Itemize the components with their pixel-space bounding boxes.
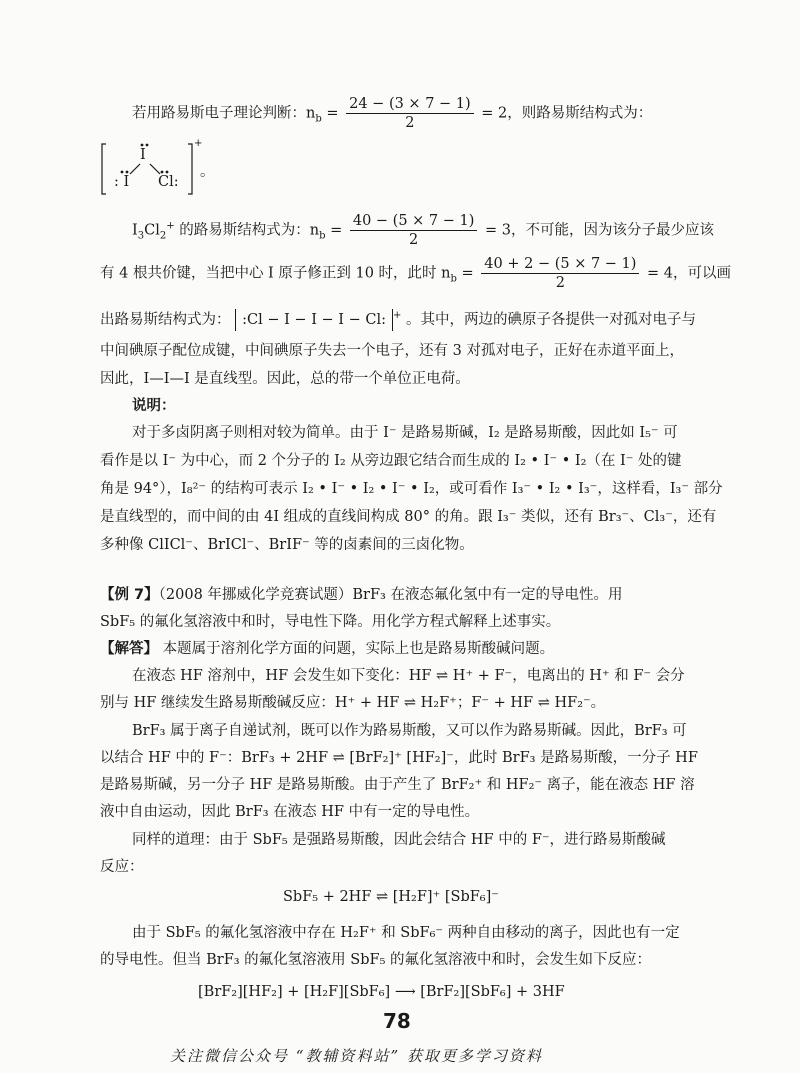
paragraph-line: 是直线型的，而中间的由 4I 组成的直线间构成 80° 的角。跟 I₃⁻ 类似，还有 Br₃⁻、Cl₃⁻，还有 <box>100 509 717 525</box>
subscript: 2 <box>159 230 167 242</box>
correction-line: 有 4 根共价键，当把中心 I 原子修正到 10 时，此时 $n_b$ = $\frac{40 + 2 - (5 \times 7 - 1)}{2}$ = 4，可以画 <box>100 256 732 291</box>
paragraph-line: 在液态 HF 溶剂中，HF 会发生如下变化：HF ⇌ H⁺ + F⁻，电离出的 H⁺ 和 F⁻ 会分 <box>132 668 685 684</box>
i3cl2-line: $I_3Cl_2^+$ 的路易斯结构式为：$n_b$ = $\frac{40 - (5 \times 7 - 1)}{2}$ = 3，不可能，因为该分子最少应该 <box>132 213 714 248</box>
subscript: 3 <box>137 230 145 242</box>
text: = 3，不可能，因为该分子最少应该 <box>485 222 714 239</box>
paragraph-line: 由于 SbF₅ 的氟化氢溶液中存在 H₂F⁺ 和 SbF₆⁻ 两种自由移动的离子，因此也有一定 <box>132 925 680 941</box>
equation-neutralization: [BrF₂][HF₂] + [H₂F][SbF₆] ⟶ [BrF₂][SbF₆] + 3HF <box>198 984 565 1000</box>
answer-heading <box>100 636 554 662</box>
lewis-structure-i3cl2 <box>235 309 393 331</box>
frac-denominator: 2 <box>555 275 565 291</box>
paragraph-line: 是路易斯碱，另一分子 HF 是路易斯酸。由于产生了 BrF₂⁺ 和 HF₂⁻ 离子，能在液态 HF 溶 <box>100 777 695 793</box>
example-label: 【例 7】 <box>100 587 159 603</box>
paragraph-line: 对于多卤阴离子则相对较为简单。由于 I⁻ 是路易斯碱，I₂ 是路易斯酸，因此如 I₅⁻ 可 <box>132 425 678 441</box>
subscript: b <box>319 230 326 242</box>
lewis-theory-line <box>132 96 652 131</box>
example-heading <box>100 582 622 608</box>
structure-line <box>100 303 696 329</box>
text: 本题属于溶剂化学方面的问题，实际上也是路易斯酸碱问题。 <box>158 641 555 657</box>
paragraph-line: 别与 HF 继续发生路易斯酸碱反应：H⁺ + HF ⇌ H₂F⁺；F⁻ + HF ⇌ HF₂⁻。 <box>100 695 606 711</box>
charge: + <box>194 138 203 149</box>
charge: + <box>393 310 402 321</box>
text: 有 4 根共价键，当把中心 I 原子修正到 10 时，此时 n <box>100 265 451 282</box>
subscript: b <box>315 113 322 125</box>
paragraph-line: 看作是以 I⁻ 为中心，而 2 个分子的 I₂ 从旁边跟它结合而生成的 I₂ • I⁻ • I₂（在 I⁻ 处的键 <box>100 453 682 469</box>
paragraph-line: 同样的道理：由于 SbF₅ 是强路易斯酸，因此会结合 HF 中的 F⁻，进行路易斯酸碱 <box>132 832 666 848</box>
text: 的路易斯结构式为：n <box>174 222 320 239</box>
text: 若用路易斯电子理论判断：n <box>132 105 316 122</box>
text: = 4，可以画 <box>647 265 732 282</box>
text: = <box>321 105 344 122</box>
fraction <box>481 256 639 291</box>
fraction <box>346 96 474 131</box>
text: 出路易斯结构式为： <box>100 311 231 328</box>
paragraph-line: 反应： <box>100 859 144 875</box>
footer-watermark: 关注微信公众号 “教辅资料站” 获取更多学习资料 <box>170 1047 543 1065</box>
period: 。 <box>200 164 215 180</box>
text: Cl <box>144 222 160 239</box>
atom-cl-right: Cl: <box>158 174 179 190</box>
paragraph-line: 角是 94°），I₈²⁻ 的结构可表示 I₂ • I⁻ • I₂ • I⁻ • I₂，或可看作 I₃⁻ • I₂ • I₃⁻，这样看，I₃⁻ 部分 <box>100 481 723 497</box>
paragraph-line: 液中自由运动，因此 BrF₃ 在液态 HF 中有一定的导电性。 <box>100 804 480 820</box>
frac-denominator: 2 <box>405 115 415 131</box>
text: = 2，则路易斯结构式为： <box>481 105 653 122</box>
fraction <box>350 213 478 248</box>
frac-denominator: 2 <box>409 232 419 248</box>
lewis-structure-icl2 <box>100 138 215 198</box>
text: （2008 年挪威化学竞赛试题）BrF₃ 在液态氟化氢中有一定的导电性。用 <box>158 587 623 603</box>
paragraph-line: 因此，I—I—I 是直线型。因此，总的带一个单位正电荷。 <box>100 371 470 387</box>
superscript: + <box>166 220 175 232</box>
subscript: b <box>450 273 457 285</box>
atom-i-left: : I <box>114 174 130 190</box>
note-heading: 说明： <box>132 398 176 414</box>
frac-numerator: 40 − (5 × 7 − 1) <box>350 213 478 231</box>
paragraph-line: 中间碘原子配位成键，中间碘原子失去一个电子，还有 3 对孤对电子，正好在赤道平面上， <box>100 343 684 359</box>
text: 。其中，两边的碘原子各提供一对孤对电子与 <box>406 311 696 328</box>
paragraph-line: SbF₅ 的氟化氢溶液中和时，导电性下降。用化学方程式解释上述事实。 <box>100 614 561 630</box>
structure-text: :Cl − I − I − I − Cl: <box>242 311 386 328</box>
frac-numerator: 24 − (3 × 7 − 1) <box>346 96 474 114</box>
atom-i-top: I <box>140 147 146 163</box>
paragraph-line: 的导电性。但当 BrF₃ 的氟化氢溶液用 SbF₅ 的氟化氢溶液中和时，会发生如下反应： <box>100 952 651 968</box>
page-number: 78 <box>383 1009 411 1033</box>
paragraph-line: BrF₃ 属于离子自递试剂，既可以作为路易斯酸，又可以作为路易斯碱。因此，BrF₃ 可 <box>132 723 687 739</box>
frac-numerator: 40 + 2 − (5 × 7 − 1) <box>481 256 639 274</box>
paragraph-line: 多种像 ClICl⁻、BrICl⁻、BrIF⁻ 等的卤素间的三卤化物。 <box>100 537 474 553</box>
paragraph-line: 以结合 HF 中的 F⁻：BrF₃ + 2HF ⇌ [BrF₂]⁺ [HF₂]⁻，此时 BrF₃ 是路易斯酸，一分子 HF <box>100 750 698 766</box>
answer-label: 【解答】 <box>100 641 158 657</box>
equation-sbf5: SbF₅ + 2HF ⇌ [H₂F]⁺ [SbF₆]⁻ <box>283 889 499 905</box>
text: I <box>132 222 138 239</box>
